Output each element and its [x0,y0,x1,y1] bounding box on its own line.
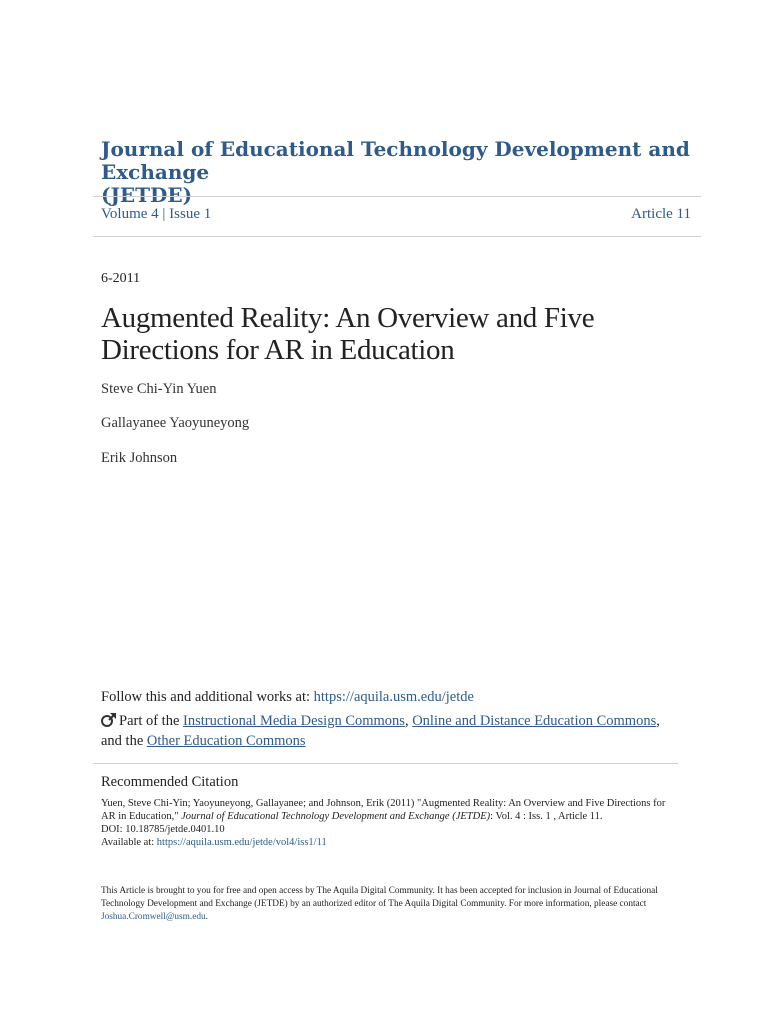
footer-line1: This Article is brought to you for free and open access by The Aquila Digital Community. It has been accepted for inclusion in Journal of Educational [101,886,658,896]
article-title [101,302,661,366]
online-distance-education-commons-link[interactable]: Online and Distance Education Commons [412,713,657,729]
citation-divider [93,763,678,764]
follow-text: Follow this and additional works at: [101,689,314,705]
article-title-line1: Augmented Reality: An Overview and Five [101,302,595,334]
bepress-logo-icon [101,712,117,728]
citation-line2 [101,810,681,823]
citation-block [101,797,681,849]
part-of-comma-1: , [404,713,413,729]
author-2: Gallayanee Yaoyuneyong [101,415,250,431]
citation-journal-italic: Journal of Educational Technology Development and Exchange (JETDE) [181,811,491,822]
top-divider [93,196,701,197]
footer-notice [101,885,681,924]
author-3: Erik Johnson [101,450,178,466]
recommended-citation-heading: Recommended Citation [101,774,239,790]
citation-line1: Yuen, Steve Chi-Yin; Yaoyuneyong, Gallayanee; and Johnson, Erik (2011) "Augmented Reality: An Overview and Five Directions for [101,798,666,809]
instructional-media-design-commons-link[interactable]: Instructional Media Design Commons [183,713,405,729]
journal-title-line2: (JETDE) [101,183,193,207]
citation-available [101,836,681,849]
volume-link[interactable]: Volume 4 [101,206,159,222]
volume-divider [93,236,701,237]
citation-line2-plain: AR in Education," [101,811,182,822]
follow-line [101,689,701,706]
citation-doi: DOI: 10.18785/jetde.0401.10 [101,824,225,835]
author-1: Steve Chi-Yin Yuen [101,381,217,397]
part-of-comma-2: , [656,713,660,729]
contact-email-link[interactable]: Joshua.Cromwell@usm.edu [101,912,206,922]
journal-title-line1: Journal of Educational Technology Development and Exchange [101,137,690,184]
article-number-link[interactable]: Article 11 [631,206,691,222]
issue-link[interactable]: Issue 1 [169,206,212,222]
part-of-and-the: and the [101,733,147,749]
other-education-commons-link[interactable]: Other Education Commons [146,733,306,749]
issue-separator: | [162,206,166,222]
footer-end: . [205,912,208,922]
article-title-line2: Directions for AR in Education [101,334,455,366]
publication-date: 6-2011 [101,271,141,286]
follow-url-link[interactable]: https://aquila.usm.edu/jetde [313,689,474,705]
citation-available-label: Available at: [101,837,157,848]
citation-available-url-link[interactable]: https://aquila.usm.edu/jetde/vol4/iss1/11 [156,837,327,848]
part-of-commons [101,711,701,751]
part-of-prefix: Part of the [119,713,184,729]
footer-line2: Technology Development and Exchange (JETDE) by an authorized editor of The Aquila Digital Community. For more information, please contact [101,899,647,909]
citation-line2-rest: : Vol. 4 : Iss. 1 , Article 11. [490,811,603,822]
